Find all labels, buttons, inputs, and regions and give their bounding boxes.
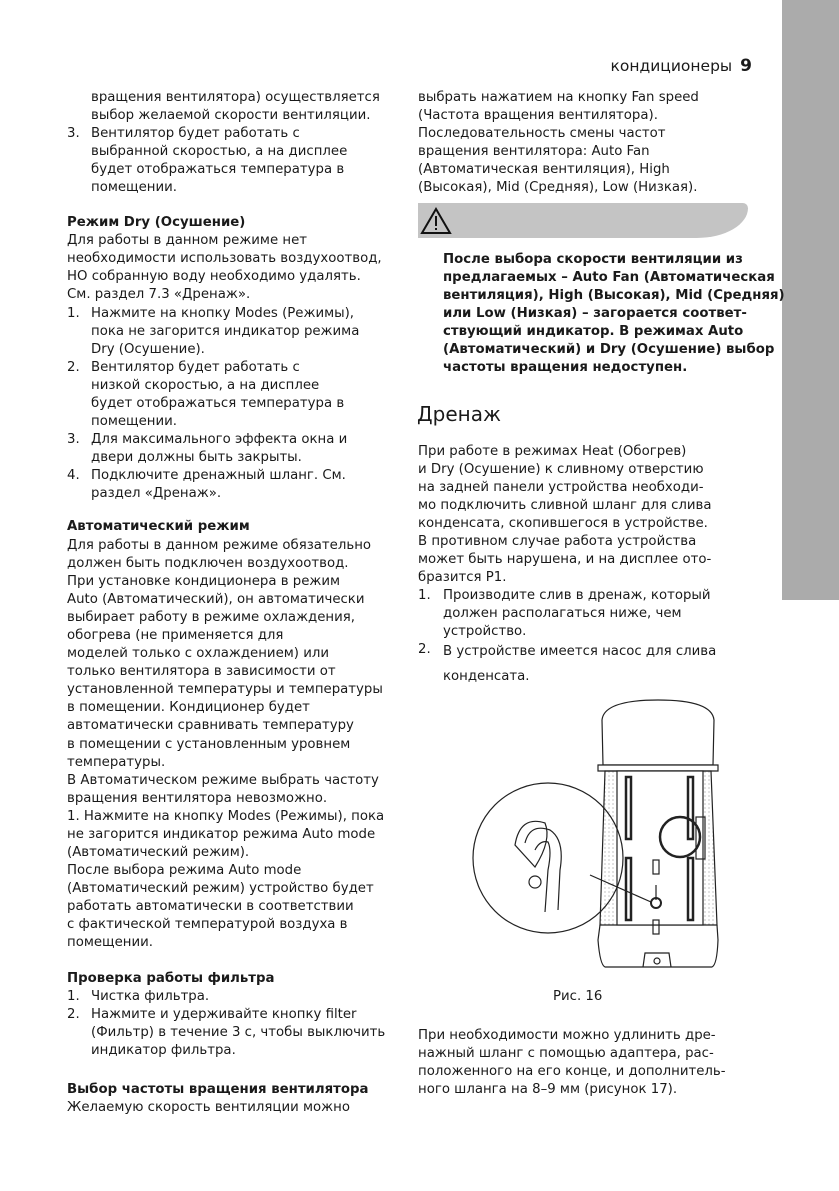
list-item: Нажмите на кнопку Modes (Режимы), пока не загорится индикатор режима Dry (Осушение). [91, 306, 360, 357]
fan-heading: Выбор частоты вращения вентилятора [67, 1082, 369, 1097]
fan-speed-paragraph: выбрать нажатием на кнопку Fan speed (Частота вращения вентилятора). Последовательность смены частот вращения вентилятора: Auto Fan (Автоматическая вентиляция), High (Высокая), Mid (Средняя), Low (Низкая). [418, 90, 699, 195]
fan-paragraph: Желаемую скорость вентиляции можно [67, 1100, 350, 1115]
list-item: Для максимального эффекта окна и двери должны быть закрыты. [91, 432, 348, 465]
list-item: Вентилятор будет работать с выбранной скоростью, а на дисплее будет отображаться температура в помещении. [91, 126, 348, 195]
list-item: Производите слив в дренаж, который должен располагаться ниже, чем устройство. [443, 588, 711, 639]
dry-paragraph: Для работы в данном режиме нет необходимости использовать воздухоотвод, НО собранную воду необходимо удалять. См. раздел 7.3 «Дренаж». [67, 233, 382, 302]
section-tab-strip [782, 0, 839, 600]
list-number: 1. [418, 588, 431, 603]
page-number: 9 [740, 56, 752, 76]
list-number: 2. [67, 360, 80, 375]
intro-paragraph: вращения вентилятора) осуществляется выбор желаемой скорости вентиляции. [91, 90, 380, 123]
list-number: 4. [67, 468, 80, 483]
list-number: 3. [67, 126, 80, 141]
warning-text: После выбора скорости вентиляции из предлагаемых – Auto Fan (Автоматическая вентиляция), High (Высокая), Mid (Средняя) или Low (Низкая) – загорается соответ- ствующий индикатор. В режимах Auto (Автоматический) и Dry (Осушение) выбор частоты вращения недоступен. [443, 252, 785, 375]
dry-heading: Режим Dry (Осушение) [67, 215, 246, 230]
filter-heading: Проверка работы фильтра [67, 971, 275, 986]
warning-bar [418, 203, 748, 238]
auto-paragraph: Для работы в данном режиме обязательно должен быть подключен воздухоотвод. При установке кондиционера в режим Auto (Автоматический), он автоматически выбирает работу в режиме охлаждения, обогрева (не применяется для моделей только с охлаждением) или только вентилятора в зависимости от установленной температуры и температуры в помещении. Кондиционер будет автоматически сравнивать температуру в помещении с установленным уровнем температуры. В Автоматическом режиме выбрать частоту вращения вентилятора невозможно. 1. Нажмите на кнопку Modes (Режимы), пока не загорится индикатор режима Auto mode (Автоматический режим). После выбора режима Auto mode (Автоматический режим) устройство будет работать автоматически в соответствии с фактической температурой воздуха в помещении. [67, 538, 385, 951]
section-title: кондиционеры [610, 57, 733, 75]
list-number: 3. [67, 432, 80, 447]
drain-extension-paragraph: При необходимости можно удлинить дре- нажный шланг с помощью адаптера, рас- положенного на его конце, и дополнитель- ного шланга на 8–9 мм (рисунок 17). [418, 1028, 726, 1097]
list-item: Подключите дренажный шланг. См. раздел «Дренаж». [91, 468, 346, 501]
list-number: 1. [67, 306, 80, 321]
drain-paragraph: При работе в режимах Heat (Обогрев) и Dry (Осушение) к сливному отверстию на задней панели устройства необходи- мо подключить сливной шланг для слива конденсата, скопившегося в устройстве. В противном случае работа устройства может быть нарушена, и на дисплее ото- бразится P1. [418, 444, 712, 585]
auto-heading: Автоматический режим [67, 519, 250, 534]
page-header [611, 56, 752, 76]
list-number: 2. [418, 642, 431, 657]
figure-16-drain-illustration [440, 695, 740, 980]
list-item: Нажмите и удерживайте кнопку filter (Фильтр) в течение 3 с, чтобы выключить индикатор фильтра. [91, 1007, 386, 1058]
list-number: 2. [67, 1007, 80, 1022]
list-number: 1. [67, 989, 80, 1004]
list-item: В устройстве имеется насос для слива конденсата. [443, 644, 717, 684]
drain-heading: Дренаж [417, 402, 501, 426]
warning-triangle-icon [420, 207, 452, 235]
figure-caption: Рис. 16 [553, 989, 603, 1004]
list-item: Вентилятор будет работать с низкой скоростью, а на дисплее будет отображаться температура в помещении. [91, 360, 345, 429]
list-item: Чистка фильтра. [91, 989, 210, 1004]
